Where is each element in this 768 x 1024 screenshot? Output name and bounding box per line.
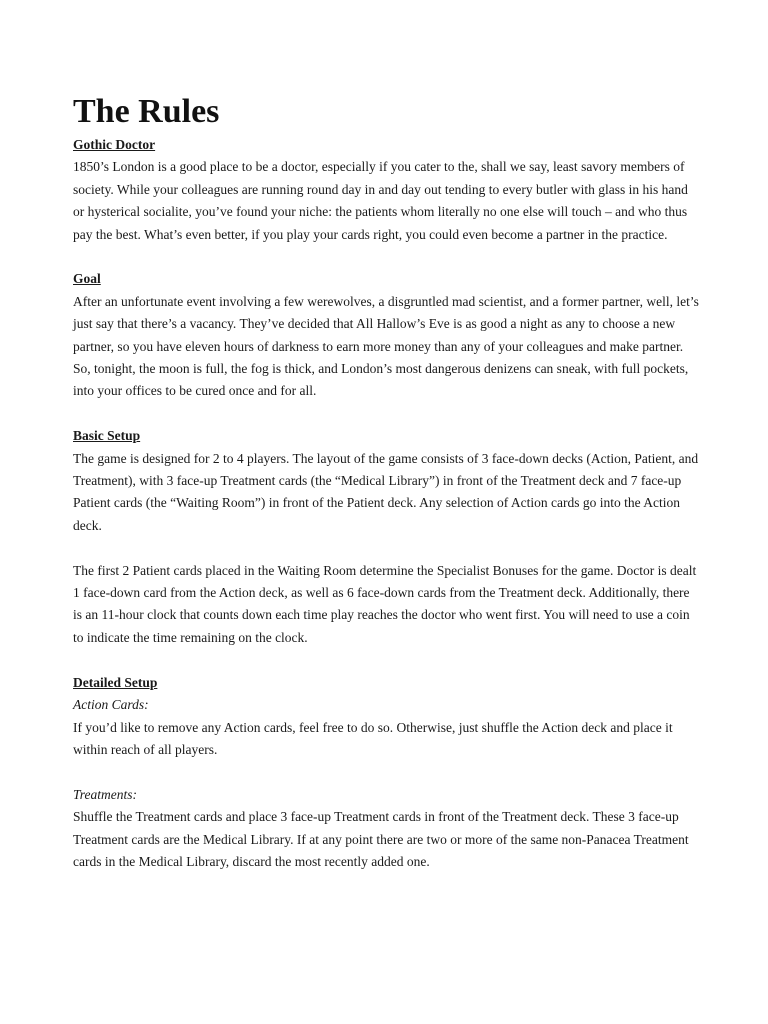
section-heading-gothic-doctor: Gothic Doctor <box>73 137 156 152</box>
subsection-paragraph: Shuffle the Treatment cards and place 3 face-up Treatment cards in front of the Treatment deck. These 3 face-up Treatment cards are the Medical Library. If at any point there are two or more of the same non-Panacea Treatment cards in the Medical Library, discard the most recently added one. <box>73 809 689 869</box>
section-detailed-setup <box>73 672 699 874</box>
subsection-heading-treatments: Treatments: <box>73 786 137 802</box>
subsection-paragraph: If you’d like to remove any Action cards, feel free to do so. Otherwise, just shuffle the Action deck and place it within reach of all players. <box>73 719 673 757</box>
document-page <box>73 92 699 873</box>
section-basic-setup <box>73 425 699 649</box>
section-heading-basic-setup: Basic Setup <box>73 428 141 444</box>
section-paragraph: After an unfortunate event involving a few werewolves, a disgruntled mad scientist, and a former partner, well, let’s just say that there’s a vacancy. They’ve decided that All Hallow’s Eve is as good a night as any to choose a new partner, so you have eleven hours of darkness to earn more money than any of your colleagues and make partner. So, tonight, the moon is full, the fog is thick, and London’s most dangerous denizens can sneak, with full pockets, into your offices to be cured once and for all. <box>73 293 699 399</box>
section-paragraph: The game is designed for 2 to 4 players. The layout of the game consists of 3 face-down decks (Action, Patient, and Treatment), with 3 face-up Treatment cards (the “Medical Library”) in front of the Treatment deck and 7 face-up Patient cards (the “Waiting Room”) in front of the Patient deck. Any selection of Action cards go into the Action deck. <box>73 450 699 533</box>
section-goal <box>73 268 699 402</box>
subsection-heading-action-cards: Action Cards: <box>73 697 149 713</box>
section-paragraph: The first 2 Patient cards placed in the Waiting Room determine the Specialist Bonuses for the game. Doctor is dealt 1 face-down card from the Action deck, as well as 6 face-down cards from the Treatment deck. Additionally, there is an 11-hour clock that counts down each time play reaches the doctor who went first. You will need to use a coin to indicate the time remaining on the clock. <box>73 562 697 645</box>
page-title: The Rules <box>73 93 220 130</box>
section-gothic-doctor <box>73 134 699 246</box>
section-heading-goal: Goal <box>73 271 101 287</box>
section-paragraph: 1850’s London is a good place to be a doctor, especially if you cater to the, shall we say, least savory members of society. While your colleagues are running round day in and day out tending to every butler with glass in his hand or hysterical socialite, you’ve found your niche: the patients whom literally no one else will touch – and who thus pay the best. What’s even better, if you play your cards right, you could even become a partner in the practice. <box>73 159 688 242</box>
section-heading-detailed-setup: Detailed Setup <box>73 674 158 690</box>
